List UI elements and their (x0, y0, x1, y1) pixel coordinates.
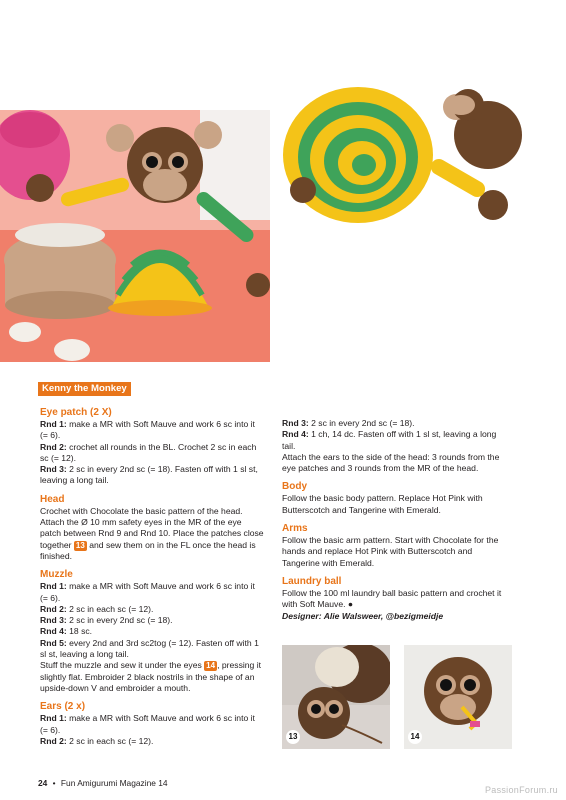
ears-rnd2: Rnd 2: 2 sc in each sc (= 12). (40, 735, 154, 746)
photo-monkey-body-cone (278, 75, 538, 235)
muzzle-stuff: Stuff the muzzle and sew it under the eyes 14 , pressing it slightly flat. Embroider 2 black nostrils in the shape of an upside-down V and embroider a mouth. (40, 660, 262, 693)
heading-ears: Ears (2 x) (40, 701, 86, 713)
page-number: 24 (38, 778, 48, 788)
ears-attach: Attach the ears to the side of the head: 3 rounds from the eye patches and 3 rounds from the MR of the head. (282, 451, 500, 474)
muzzle-rnd2: Rnd 2: 2 sc in each sc (= 12). (40, 603, 154, 614)
arms-text: Follow the basic arm pattern. Start with Chocolate for the hands and replace Hot Pink with Butterscotch and Tangerine with Emerald. (282, 535, 499, 568)
section-banner: Kenny the Monkey (38, 382, 131, 396)
body-text: Follow the basic body pattern. Replace Hot Pink with Butterscotch and Tangerine with Emerald. (282, 493, 483, 515)
designer-credit: Designer: Alie Walsweer, @bezigmeidje (282, 610, 444, 621)
photo-number-14: 14 (408, 730, 422, 744)
eye-patch-rnd1: Rnd 1: make a MR with Soft Mauve and work 6 sc into it (= 6). (40, 419, 255, 441)
laundry-text: Follow the 100 ml laundry ball basic pattern and crochet it with Soft Mauve. ● (282, 587, 502, 610)
eye-patch-rnd3: Rnd 3: 2 sc in every 2nd sc (= 18). Fasten off with 1 sl st, leaving a long tail. (40, 464, 258, 486)
watermark: PassionForum.ru (484, 785, 558, 795)
column-right (282, 418, 512, 622)
heading-body: Body (282, 481, 307, 493)
footer-bullet: • (52, 778, 56, 788)
muzzle-rnd1: Rnd 1: make a MR with Soft Mauve and work 6 sc into it (= 6). (40, 581, 255, 603)
step-badge-14: 14 (206, 661, 216, 671)
muzzle-rnd4: Rnd 4: 18 sc. (40, 626, 93, 637)
ears-rnd3: Rnd 3: 2 sc in every 2nd sc (= 18). (282, 418, 415, 428)
heading-laundry-ball: Laundry ball (282, 575, 342, 587)
ears-rnd1: Rnd 1: make a MR with Soft Mauve and work 6 sc into it (= 6). (40, 713, 255, 735)
muzzle-rnd3: Rnd 3: 2 sc in every 2nd sc (= 18). (40, 615, 173, 626)
photo-number-13: 13 (286, 730, 300, 744)
heading-arms: Arms (282, 523, 308, 535)
photo-step-14 (404, 645, 512, 749)
photo-step-13 (282, 645, 390, 749)
heading-eye-patch: Eye patch (2 X) (40, 407, 112, 418)
step-badge-13: 13 (75, 540, 85, 550)
eye-patch-rnd2: Rnd 2: crochet all rounds in the BL. Crochet 2 sc in each sc (= 12). (40, 441, 257, 463)
head-text: Crochet with Chocolate the basic pattern of the head. Attach the Ø 10 mm safety eyes in the MR of the eye patch between Rnd 9 and Rnd 10. Place the patches close together 13 and sew them on in the FL once the head is finished. (40, 505, 264, 561)
heading-head: Head (40, 493, 65, 505)
ears-rnd4: Rnd 4: 1 ch, 14 dc. Fasten off with 1 sl st, leaving a long tail. (282, 429, 497, 451)
column-left (40, 406, 264, 747)
muzzle-rnd5: Rnd 5: every 2nd and 3rd sc2tog (= 12). Fasten off with 1 sl st, leaving a long tail. (40, 637, 259, 660)
magazine-title: Fun Amigurumi Magazine 14 (60, 778, 168, 788)
page-footer (38, 778, 168, 788)
photo-monkey-with-pot (0, 110, 270, 362)
heading-muzzle: Muzzle (40, 569, 73, 581)
